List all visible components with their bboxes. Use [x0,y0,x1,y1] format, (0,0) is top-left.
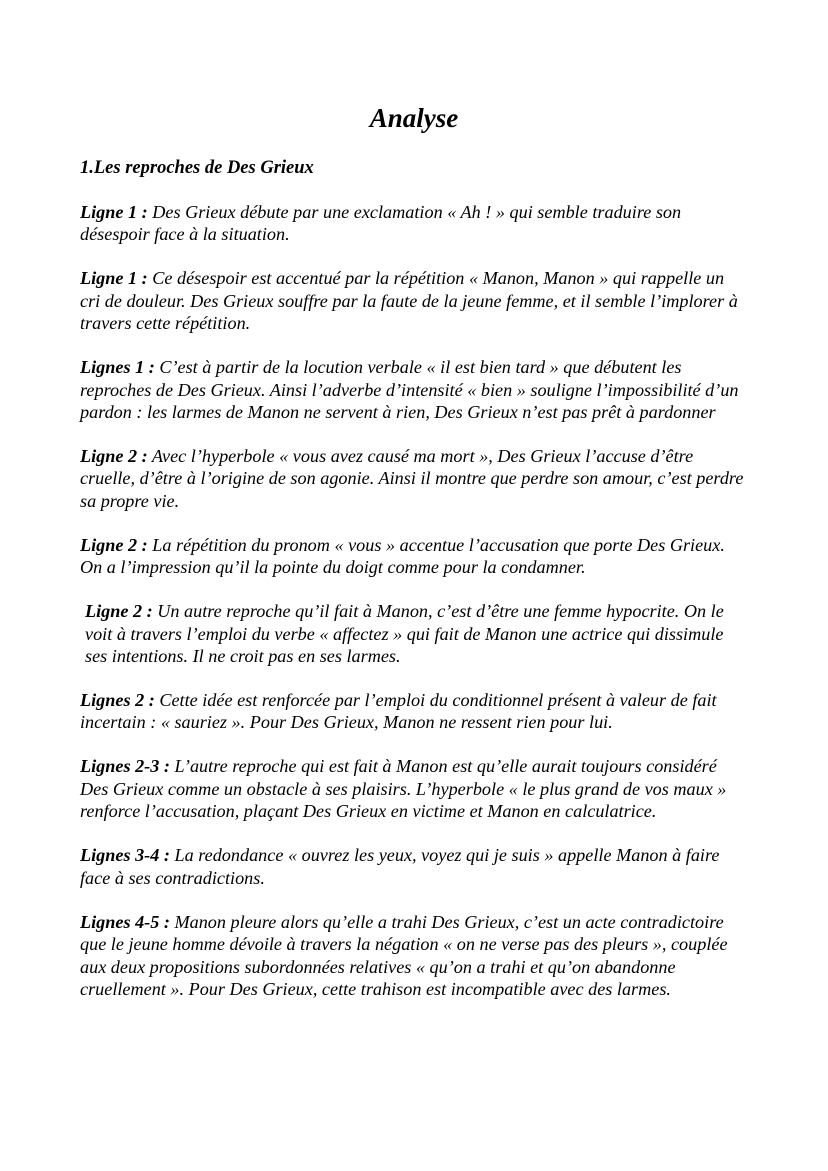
line-reference: Ligne 2 : [85,601,153,622]
line-reference: Ligne 1 : [80,202,148,222]
paragraph-text: Ce désespoir est accentué par la répétition « Manon, Manon » qui rappelle un cri de douleur. Des Grieux souffre par la faute de la jeune femme, et il semble l’implorer à travers cette répétition. [80,268,738,334]
line-reference: Ligne 2 : [80,534,148,555]
line-reference: Ligne 1 : [80,268,148,289]
analysis-paragraph [80,600,748,667]
analysis-paragraph [80,755,748,822]
paragraph-text: Un autre reproche qu’il fait à Manon, c’est d’être une femme hypocrite. On le voit à travers l’emploi du verbe « affectez » qui fait de Manon une actrice qui dissimule ses intentions. Il ne croit pas en ses larmes. [85,601,724,667]
paragraph-text: Manon pleure alors qu’elle a trahi Des Grieux, c’est un acte contradictoire que le jeune homme dévoile à travers la négation « on ne verse pas des pleurs », couplée aux deux propositions subordonnées relatives « qu’on a trahi et qu’on abandonne cruellement ». Pour Des Grieux, cette trahison est incompatible avec des larmes. [80,911,728,999]
document-title: Analyse [369,103,459,133]
paragraph-text: La redondance « ouvrez les yeux, voyez qui je suis » appelle Manon à faire face à ses contradictions. [80,845,720,888]
line-reference: Lignes 1 : [80,357,155,378]
line-reference: Lignes 3-4 : [80,845,170,866]
analysis-paragraph [80,534,748,579]
analysis-paragraph [80,844,748,889]
line-reference: Lignes 2-3 : [80,756,170,777]
analysis-paragraph [80,445,748,512]
section-heading: 1.Les reproches de Des Grieux [80,158,314,178]
analysis-paragraph [80,911,748,1001]
analysis-paragraph [80,356,748,423]
line-reference: Lignes 2 : [80,690,155,711]
paragraph-text: Cette idée est renforcée par l’emploi du conditionnel présent à valeur de fait incertain : « sauriez ». Pour Des Grieux, Manon ne ressent rien pour lui. [80,690,717,733]
paragraph-text: L’autre reproche qui est fait à Manon est qu’elle aurait toujours considéré Des Grieux comme un obstacle à ses plaisirs. L’hyperbole « le plus grand de vos maux » renforce l’accusation, plaçant Des Grieux en victime et Manon en calculatrice. [80,756,727,822]
analysis-paragraph [80,267,748,334]
paragraph-text: Avec l’hyperbole « vous avez causé ma mort », Des Grieux l’accuse d’être cruelle, d’être à l’origine de son agonie. Ainsi il montre que perdre son amour, c’est perdre sa propre vie. [80,446,744,511]
line-reference: Ligne 2 : [80,446,148,467]
paragraph-text: C’est à partir de la locution verbale « il est bien tard » que débutent les reproches de Des Grieux. Ainsi l’adverbe d’intensité « bien » souligne l’impossibilité d’un pardon : les larmes de Manon ne servent à rien, Des Grieux n’est pas prêt à pardonner [80,357,739,423]
analysis-paragraph [80,689,748,734]
line-reference: Lignes 4-5 : [80,911,170,932]
paragraph-text: Des Grieux débute par une exclamation « Ah ! » qui semble traduire son désespoir face à la situation. [80,202,682,245]
analysis-paragraph [80,201,748,246]
paragraph-text: La répétition du pronom « vous » accentue l’accusation que porte Des Grieux. On a l’impression qu’il la pointe du doigt comme pour la condamner. [80,534,725,578]
